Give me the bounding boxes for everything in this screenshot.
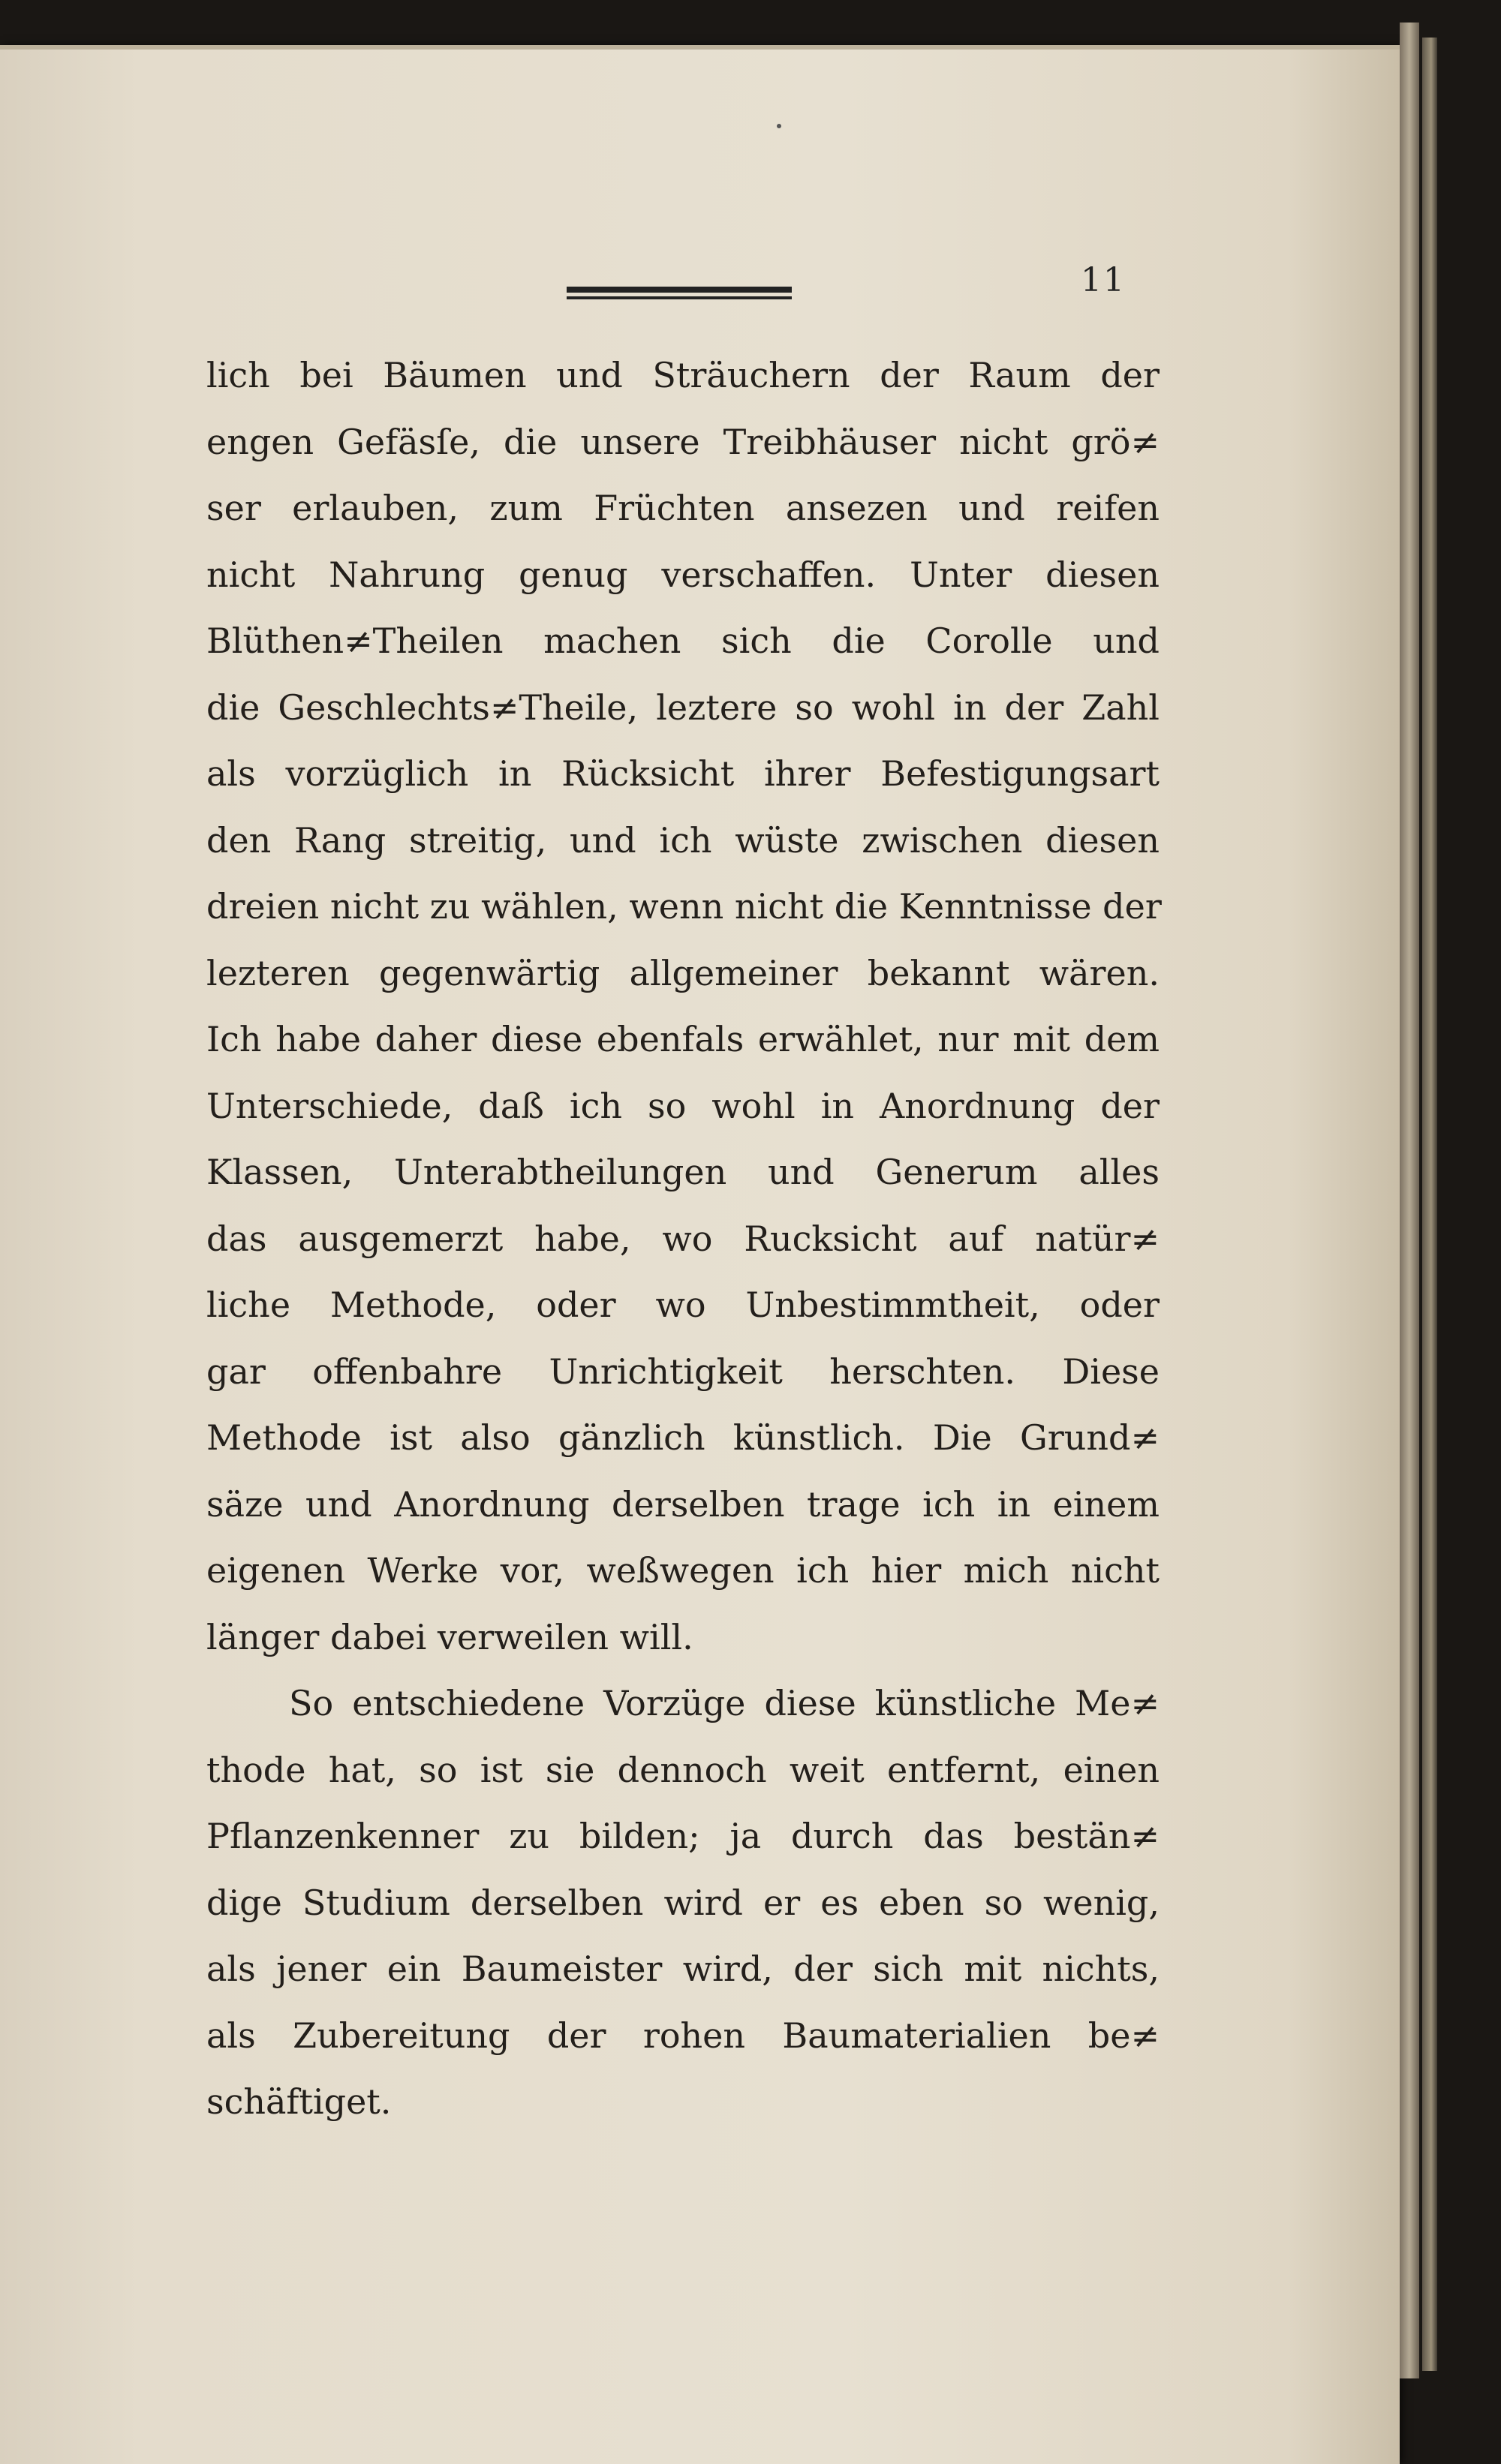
body-text: [206, 342, 1160, 2135]
book-cover-edge: [1422, 38, 1437, 2371]
text-line: So entschiedene Vorzüge diese künstliche Me≠: [289, 1683, 1160, 1723]
text-line: das ausgemerzt habe, wo Rucksicht auf natür≠: [206, 1218, 1160, 1259]
text-line: länger dabei verweilen will.: [206, 1616, 693, 1657]
text-line: lezteren gegenwärtig allgemeiner bekannt wären.: [206, 952, 1160, 993]
text-line: eigenen Werke vor, weßwegen ich hier mich nicht: [206, 1550, 1160, 1591]
ink-speck: [777, 124, 781, 128]
text-line: Unterschiede, daß ich so wohl in Anordnung der: [206, 1085, 1160, 1126]
text-line: engen Gefäsſe, die unsere Treibhäuser nicht grö≠: [206, 421, 1160, 462]
text-line: liche Methode, oder wo Unbestimmtheit, oder: [206, 1285, 1160, 1325]
text-line: Methode ist also gänzlich künstlich. Die Grund≠: [206, 1417, 1160, 1458]
text-line: dreien nicht zu wählen, wenn nicht die Kenntnisse der: [206, 886, 1162, 927]
text-line: als Zubereitung der rohen Baumaterialien be≠: [206, 2015, 1160, 2056]
text-line: dige Studium derselben wird er es eben so wenig,: [206, 1882, 1160, 1923]
header-rule-thick: [567, 287, 792, 293]
page-number: 11: [1081, 261, 1126, 299]
text-line: gar offenbahre Unrichtigkeit herschten. Diese: [206, 1351, 1160, 1392]
header-rule-thin: [567, 296, 792, 299]
text-line: den Rang streitig, und ich wüste zwischen diesen: [206, 819, 1160, 861]
text-line: ser erlauben, zum Früchten ansezen und reifen: [206, 488, 1160, 528]
text-line: lich bei Bäumen und Sträuchern der Raum der: [206, 355, 1160, 395]
text-line: säze und Anordnung derselben trage ich in einem: [206, 1483, 1160, 1525]
text-line: als jener ein Baumeister wird, der sich mit nichts,: [206, 1949, 1160, 1989]
text-line: nicht Nahrung genug verschaffen. Unter diesen: [206, 554, 1160, 595]
text-line: Ich habe daher diese ebenfals erwählet, nur mit dem: [206, 1019, 1160, 1059]
text-line: schäftiget.: [206, 2081, 392, 2122]
text-line: Klassen, Unterabtheilungen und Generum alles: [206, 1152, 1160, 1192]
text-line: die Geschlechts≠Theile, leztere so wohl in der Zahl: [206, 687, 1160, 728]
header-rule: [567, 287, 792, 303]
text-line: thode hat, so ist sie dennoch weit entfernt, einen: [206, 1749, 1160, 1790]
text-line: als vorzüglich in Rücksicht ihrer Befestigungsart: [206, 753, 1160, 794]
text-line: Pflanzenkenner zu bilden; ja durch das bestän≠: [206, 1816, 1160, 1856]
text-line: Blüthen≠Theilen machen sich die Corolle und: [206, 621, 1160, 661]
page-edge: [1400, 23, 1419, 2378]
